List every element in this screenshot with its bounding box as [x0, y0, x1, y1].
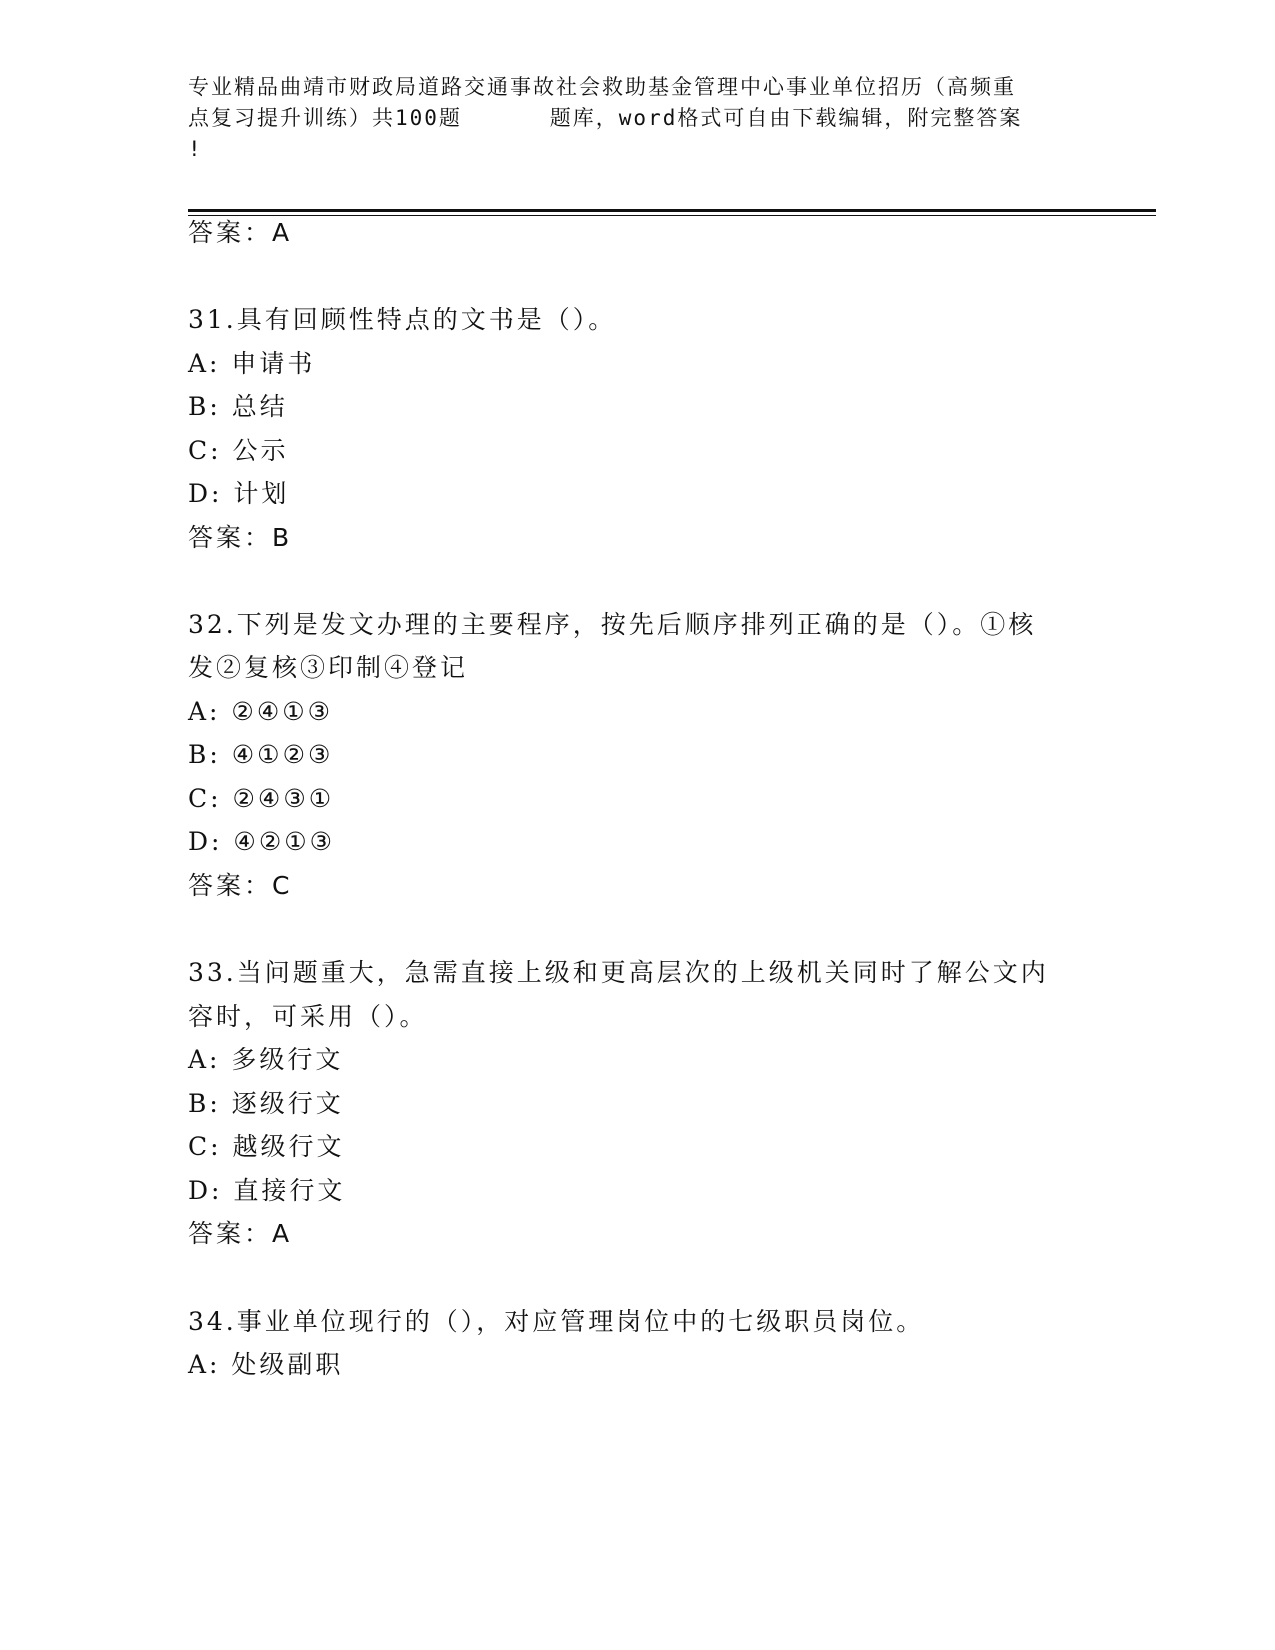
question-31-stem: 31.具有回顾性特点的文书是（）。 — [188, 305, 617, 334]
header-title-line-3: ! — [188, 137, 203, 161]
question-31-option-a: A: 申请书 — [188, 349, 316, 378]
question-33-stem-line-1: 33.当问题重大，急需直接上级和更高层次的上级机关同时了解公文内 — [188, 958, 1049, 987]
question-32-answer: 答案：C — [188, 871, 293, 900]
question-31-option-c: C: 公示 — [188, 436, 289, 465]
question-31-answer: 答案：B — [188, 523, 293, 552]
question-32-stem-line-1: 32.下列是发文办理的主要程序，按先后顺序排列正确的是（）。①核 — [188, 610, 1037, 639]
question-32-stem-line-2: 发②复核③印制④登记 — [188, 653, 469, 682]
answer-previous: 答案：A — [188, 218, 293, 247]
question-32-option-c: C: ②④③① — [188, 784, 335, 813]
question-33-option-b: B: 逐级行文 — [188, 1089, 344, 1118]
question-33-answer: 答案：A — [188, 1219, 293, 1248]
header-title-line-1: 专业精品曲靖市财政局道路交通事故社会救助基金管理中心事业单位招历（高频重 — [188, 75, 1016, 99]
question-34-option-a: A: 处级副职 — [188, 1350, 344, 1379]
question-31-option-b: B: 总结 — [188, 392, 288, 421]
question-33-option-a: A: 多级行文 — [188, 1045, 344, 1074]
question-32-option-b: B: ④①②③ — [188, 740, 334, 769]
question-32-option-d: D: ④②①③ — [188, 827, 336, 856]
header-divider-thin — [188, 215, 1156, 216]
question-33-option-c: C: 越级行文 — [188, 1132, 345, 1161]
question-33-option-d: D: 直接行文 — [188, 1176, 346, 1205]
question-33-stem-line-2: 容时，可采用（）。 — [188, 1002, 428, 1031]
header-divider-thick — [188, 209, 1156, 212]
question-32-option-a: A: ②④①③ — [188, 697, 334, 726]
header-title-line-2: 点复习提升训练）共100题 题库，word格式可自由下载编辑，附完整答案 — [188, 106, 1023, 130]
question-34-stem: 34.事业单位现行的（），对应管理岗位中的七级职员岗位。 — [188, 1307, 925, 1336]
question-31-option-d: D: 计划 — [188, 479, 290, 508]
